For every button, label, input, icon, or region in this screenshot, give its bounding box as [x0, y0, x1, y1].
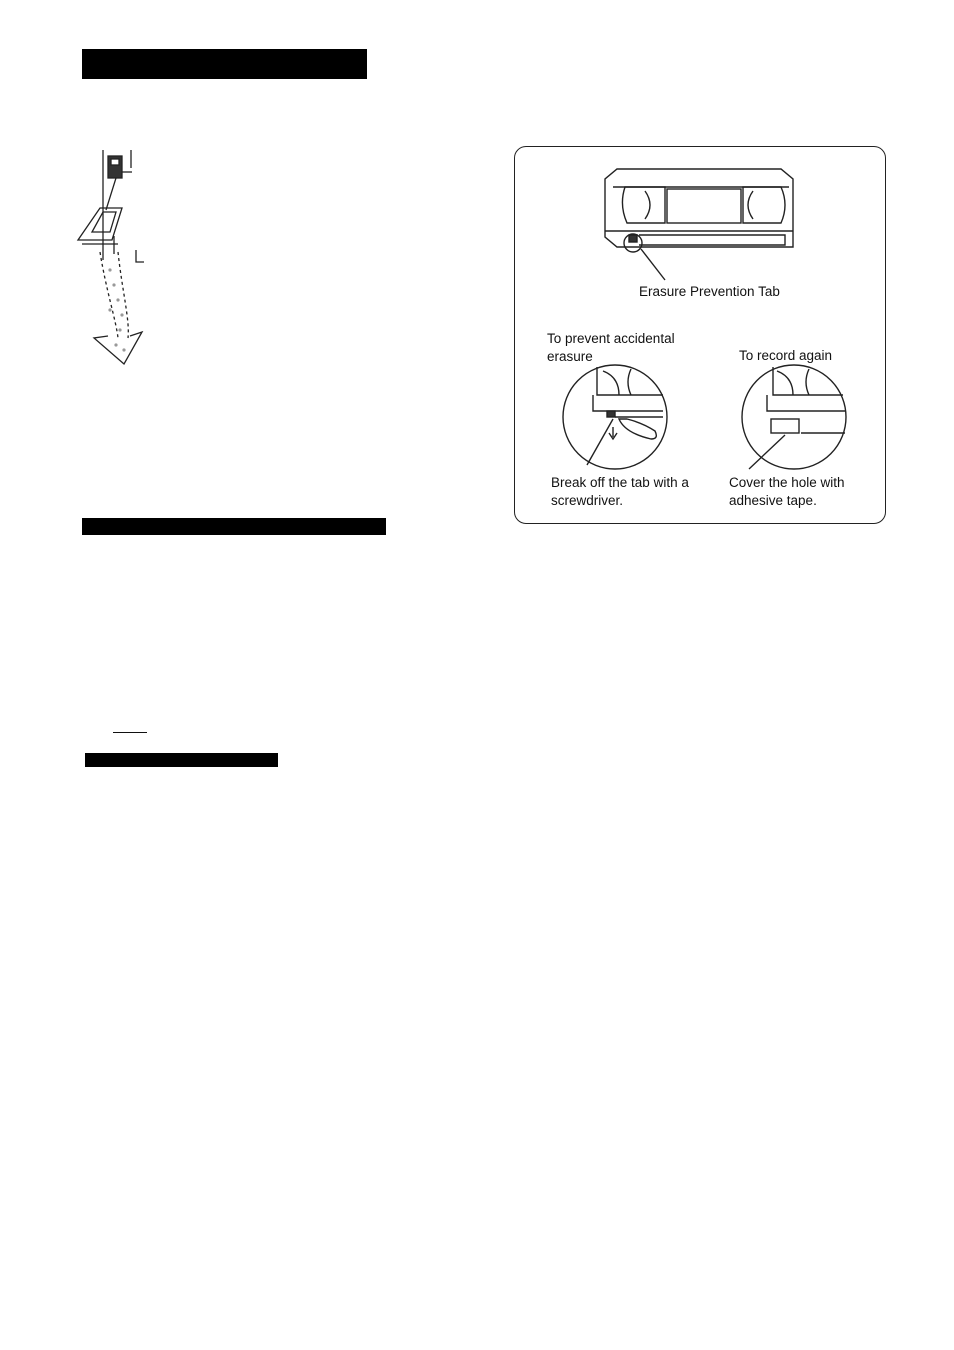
erasure-prevention-diagram: [514, 146, 886, 524]
cover-hole-instruction: Cover the hole with adhesive tape.: [729, 475, 845, 508]
section-heading-bar-3: [85, 753, 278, 767]
cassette-insert-illustration: [70, 140, 160, 370]
break-tab-instruction: Break off the tab with a screwdriver.: [551, 475, 689, 508]
section-heading-bar-2: [82, 518, 386, 535]
prevent-erasure-title: To prevent accidental erasure: [547, 331, 675, 364]
record-again-title: To record again: [739, 348, 833, 363]
section-heading-bar: [82, 49, 367, 79]
underline-mark: [113, 732, 147, 733]
erasure-tab-label: Erasure Prevention Tab: [639, 284, 780, 299]
